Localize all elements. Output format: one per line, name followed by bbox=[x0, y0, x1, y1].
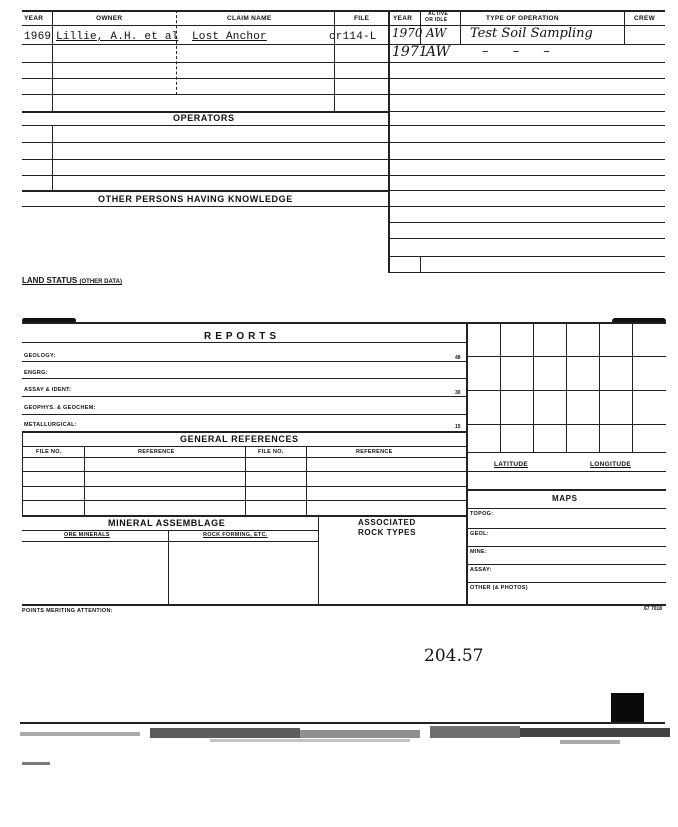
activity-operation-1: Test Soil Sampling bbox=[470, 26, 593, 41]
operation-type-header: TYPE OF OPERATION bbox=[486, 15, 559, 22]
ore-minerals-header: ORE MINERALS bbox=[64, 532, 110, 538]
activity-year-2: 1971 bbox=[392, 44, 428, 60]
points-meriting-attention: POINTS MERITING ATTENTION: bbox=[22, 608, 113, 614]
activity-status-1: AW bbox=[426, 26, 447, 40]
claim-file: cr114-L bbox=[329, 31, 377, 43]
longitude-label: LONGITUDE bbox=[590, 461, 631, 468]
crew-header: CREW bbox=[634, 15, 656, 22]
ref-reference-2: REFERENCE bbox=[356, 449, 393, 455]
owner-header: OWNER bbox=[96, 15, 123, 22]
year-header-2: YEAR bbox=[393, 15, 413, 22]
map-other: OTHER (& PHOTOS) bbox=[470, 585, 528, 591]
report-assay: ASSAY & IDENT: bbox=[24, 387, 72, 393]
report-geophys: GEOPHYS. & GEOCHEM: bbox=[24, 405, 96, 411]
land-status-sub: (OTHER DATA) bbox=[79, 279, 122, 285]
report-num-48: 48 bbox=[455, 355, 461, 361]
report-num-30: 30 bbox=[455, 390, 461, 396]
idle-header: OR IDLE bbox=[425, 17, 448, 23]
year-header: YEAR bbox=[24, 15, 44, 22]
report-geology: GEOLOGY: bbox=[24, 353, 56, 359]
rock-forming-header: ROCK FORMING, ETC. bbox=[203, 532, 268, 538]
ref-reference: REFERENCE bbox=[138, 449, 175, 455]
mineral-assemblage-title: MINERAL ASSEMBLAGE bbox=[108, 518, 226, 528]
scan-noise-band bbox=[0, 710, 678, 770]
activity-operation-2: – – – bbox=[482, 44, 560, 59]
rock-types-label: ROCK TYPES bbox=[358, 528, 417, 537]
map-assay: ASSAY: bbox=[470, 567, 492, 573]
handwritten-number: 204.57 bbox=[424, 646, 484, 666]
claim-year: 1969 bbox=[24, 31, 52, 43]
associated-label: ASSOCIATED bbox=[358, 518, 416, 527]
map-geol: GEOL: bbox=[470, 531, 489, 537]
report-engrg: ENGRG: bbox=[24, 370, 48, 376]
form-number: 67 7018 bbox=[644, 606, 663, 612]
report-metallurgical: METALLURGICAL: bbox=[24, 422, 77, 428]
active-header: ACTIVE bbox=[428, 11, 449, 17]
general-refs-title: GENERAL REFERENCES bbox=[180, 434, 299, 444]
land-status-text: LAND STATUS bbox=[22, 276, 78, 285]
others-title: OTHER PERSONS HAVING KNOWLEDGE bbox=[98, 194, 293, 204]
operators-title: OPERATORS bbox=[173, 113, 235, 123]
claim-owner: Lillie, A.H. et al bbox=[56, 31, 179, 43]
latitude-label: LATITUDE bbox=[494, 461, 529, 468]
activity-status-2: AW bbox=[426, 44, 450, 60]
map-mine: MINE: bbox=[470, 549, 488, 555]
land-status-label bbox=[22, 276, 122, 285]
map-topog: TOPOG: bbox=[470, 511, 494, 517]
maps-title: MAPS bbox=[552, 494, 578, 503]
activity-year-1: 1970 bbox=[392, 26, 423, 40]
file-header: FILE bbox=[354, 15, 370, 22]
ref-file-no: FILE NO. bbox=[36, 449, 62, 455]
ref-file-no-2: FILE NO. bbox=[258, 449, 284, 455]
reports-title: R E P O R T S bbox=[204, 331, 277, 342]
claim-name-header: CLAIM NAME bbox=[227, 15, 272, 22]
claim-name: Lost Anchor bbox=[192, 31, 267, 43]
report-num-15: 15 bbox=[455, 424, 461, 430]
